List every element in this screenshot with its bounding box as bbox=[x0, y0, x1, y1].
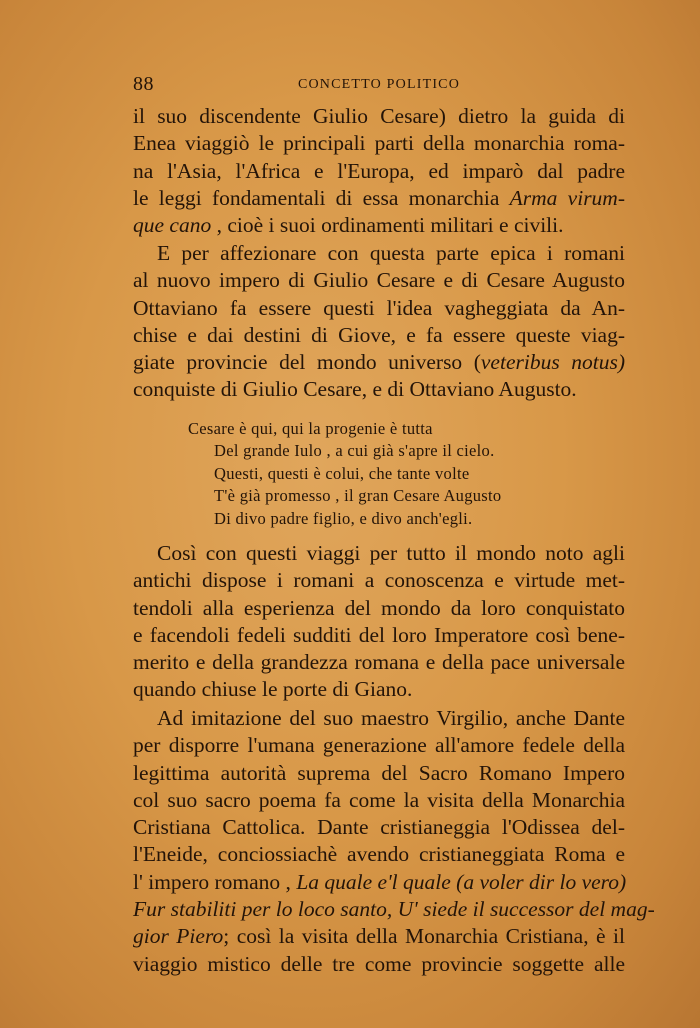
text-line: legittima autorità suprema del Sacro Romano Impero bbox=[133, 760, 625, 785]
text-line: al nuovo impero di Giulio Cesare e di Cesare Augusto bbox=[133, 268, 625, 293]
paragraph-2 bbox=[133, 240, 625, 404]
verse-line: Questi, questi è colui, che tante volte bbox=[214, 463, 470, 483]
text-line: chise e dai destini di Giove, e fa essere queste viag- bbox=[133, 322, 625, 347]
text-line: que cano , cioè i suoi ordinamenti militari e civili. bbox=[133, 213, 564, 238]
text-line: l' impero romano , La quale e'l quale (a voler dir lo vero) bbox=[133, 869, 627, 894]
running-title: CONCETTO POLITICO bbox=[297, 77, 461, 92]
text-line: le leggi fondamentali di essa monarchia Arma virum- bbox=[133, 185, 625, 210]
text-line: il suo discendente Giulio Cesare) dietro la guida di bbox=[133, 104, 625, 128]
text-line: Ad imitazione del suo maestro Virgilio, anche Dante bbox=[157, 706, 625, 730]
text-line: Ottaviano fa essere questi l'idea vagheggiata da An- bbox=[133, 295, 625, 320]
text-line: merito e della grandezza romana e della pace universale bbox=[133, 650, 625, 675]
text-line: Fur stabiliti per lo loco santo, U' siede il successor del mag- bbox=[133, 897, 655, 922]
paragraph-4 bbox=[133, 705, 655, 978]
text-line: antichi dispose i romani a conoscenza e virtude met- bbox=[133, 568, 625, 593]
verse-line: T'è già promesso , il gran Cesare Augusto bbox=[214, 486, 502, 506]
text-line: Cristiana Cattolica. Dante cristianeggia l'Odissea del- bbox=[133, 815, 625, 840]
verse-quotation bbox=[188, 418, 501, 530]
verse-line: Del grande Iulo , a cui già s'apre il cielo. bbox=[214, 441, 495, 461]
text-line: gior Piero; così la visita della Monarchia Cristiana, è il bbox=[133, 924, 625, 949]
text-line: viaggio mistico delle tre come provincie soggette alle bbox=[133, 951, 625, 976]
text-line: col suo sacro poema fa come la visita della Monarchia bbox=[133, 787, 625, 812]
paragraph-3 bbox=[133, 540, 625, 704]
text-line: quando chiuse le porte di Giano. bbox=[133, 677, 413, 702]
paragraph-1 bbox=[133, 103, 625, 239]
text-line: l'Eneide, conciossiachè avendo cristianeggiata Roma e bbox=[133, 842, 625, 867]
text-line: e facendoli fedeli sudditi del loro Imperatore così bene- bbox=[133, 622, 625, 647]
text-line: na l'Asia, l'Africa e l'Europa, ed imparò dal padre bbox=[133, 158, 625, 183]
text-line: giate provincie del mondo universo (veteribus notus) bbox=[133, 350, 625, 375]
page-number: 88 bbox=[133, 73, 154, 95]
text-line: per disporre l'umana generazione all'amore fedele della bbox=[133, 733, 625, 758]
text-line: conquiste di Giulio Cesare, e di Ottaviano Augusto. bbox=[133, 377, 577, 402]
verse-line: Cesare è qui, qui la progenie è tutta bbox=[188, 419, 433, 438]
text-line: tendoli alla esperienza del mondo da loro conquistato bbox=[133, 595, 625, 620]
text-line: Enea viaggiò le principali parti della monarchia roma- bbox=[133, 131, 625, 156]
page-header bbox=[133, 73, 625, 101]
text-line: E per affezionare con questa parte epica i romani bbox=[157, 241, 625, 265]
text-line: Così con questi viaggi per tutto il mondo noto agli bbox=[157, 541, 625, 565]
verse-line: Di divo padre figlio, e divo anch'egli. bbox=[214, 508, 473, 528]
